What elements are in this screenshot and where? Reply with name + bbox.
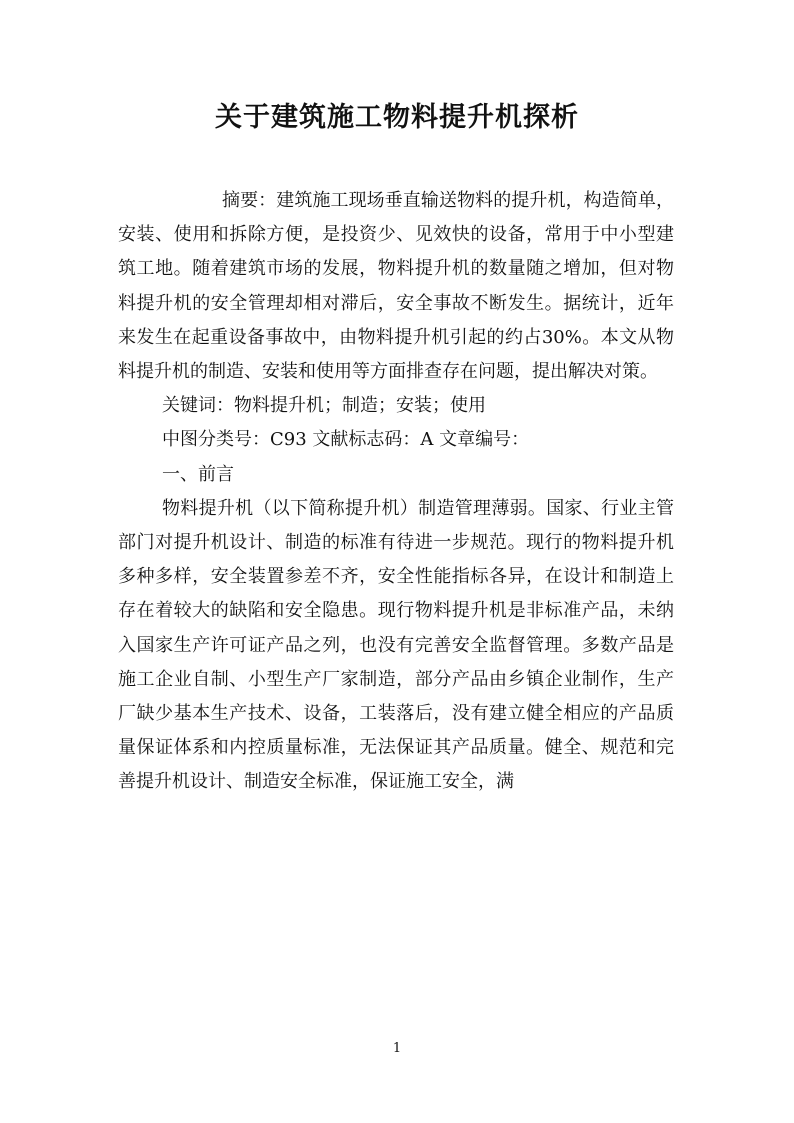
body-paragraph: 物料提升机（以下简称提升机）制造管理薄弱。国家、行业主管部门对提升机设计、制造的标准有待进一步规范。现行的物料提升机多种多样，安全装置参差不齐，安全性能指标各异，在设计和制造上存在着较大的缺陷和安全隐患。现行物料提升机是非标准产品，未纳入国家生产许可证产品之列，也没有完善安全监督管理。多数产品是施工企业自制、小型生产厂家制造，部分产品由乡镇企业制作，生产厂缺少基本生产技术、设备，工装落后，没有建立健全相应的产品质量保证体系和内控质量标准，无法保证其产品质量。健全、规范和完善提升机设计、制造安全标准，保证施工安全，满 bbox=[118, 497, 674, 793]
abstract-paragraph: 摘要：建筑施工现场垂直输送物料的提升机，构造简单，安装、使用和拆除方便，是投资少、见效快的设备，常用于中小型建筑工地。随着建筑市场的发展，物料提升机的数量随之增加，但对物料提升机的安全管理却相对滞后，安全事故不断发生。据统计，近年来发生在起重设备事故中，由物料提升机引起的约占30%。本文从物料提升机的制造、安装和使用等方面排查存在问题，提出解决对策。 bbox=[118, 190, 674, 383]
classification-line: 中图分类号：C93 文献标志码：A 文章编号： bbox=[162, 429, 530, 451]
page-number: 1 bbox=[392, 1041, 402, 1056]
section-heading-preface: 一、前言 bbox=[162, 463, 234, 485]
document-body bbox=[118, 184, 674, 800]
document-title: 关于建筑施工物料提升机探析 bbox=[215, 102, 579, 133]
keywords-line: 关键词：物料提升机；制造；安装；使用 bbox=[162, 395, 486, 417]
